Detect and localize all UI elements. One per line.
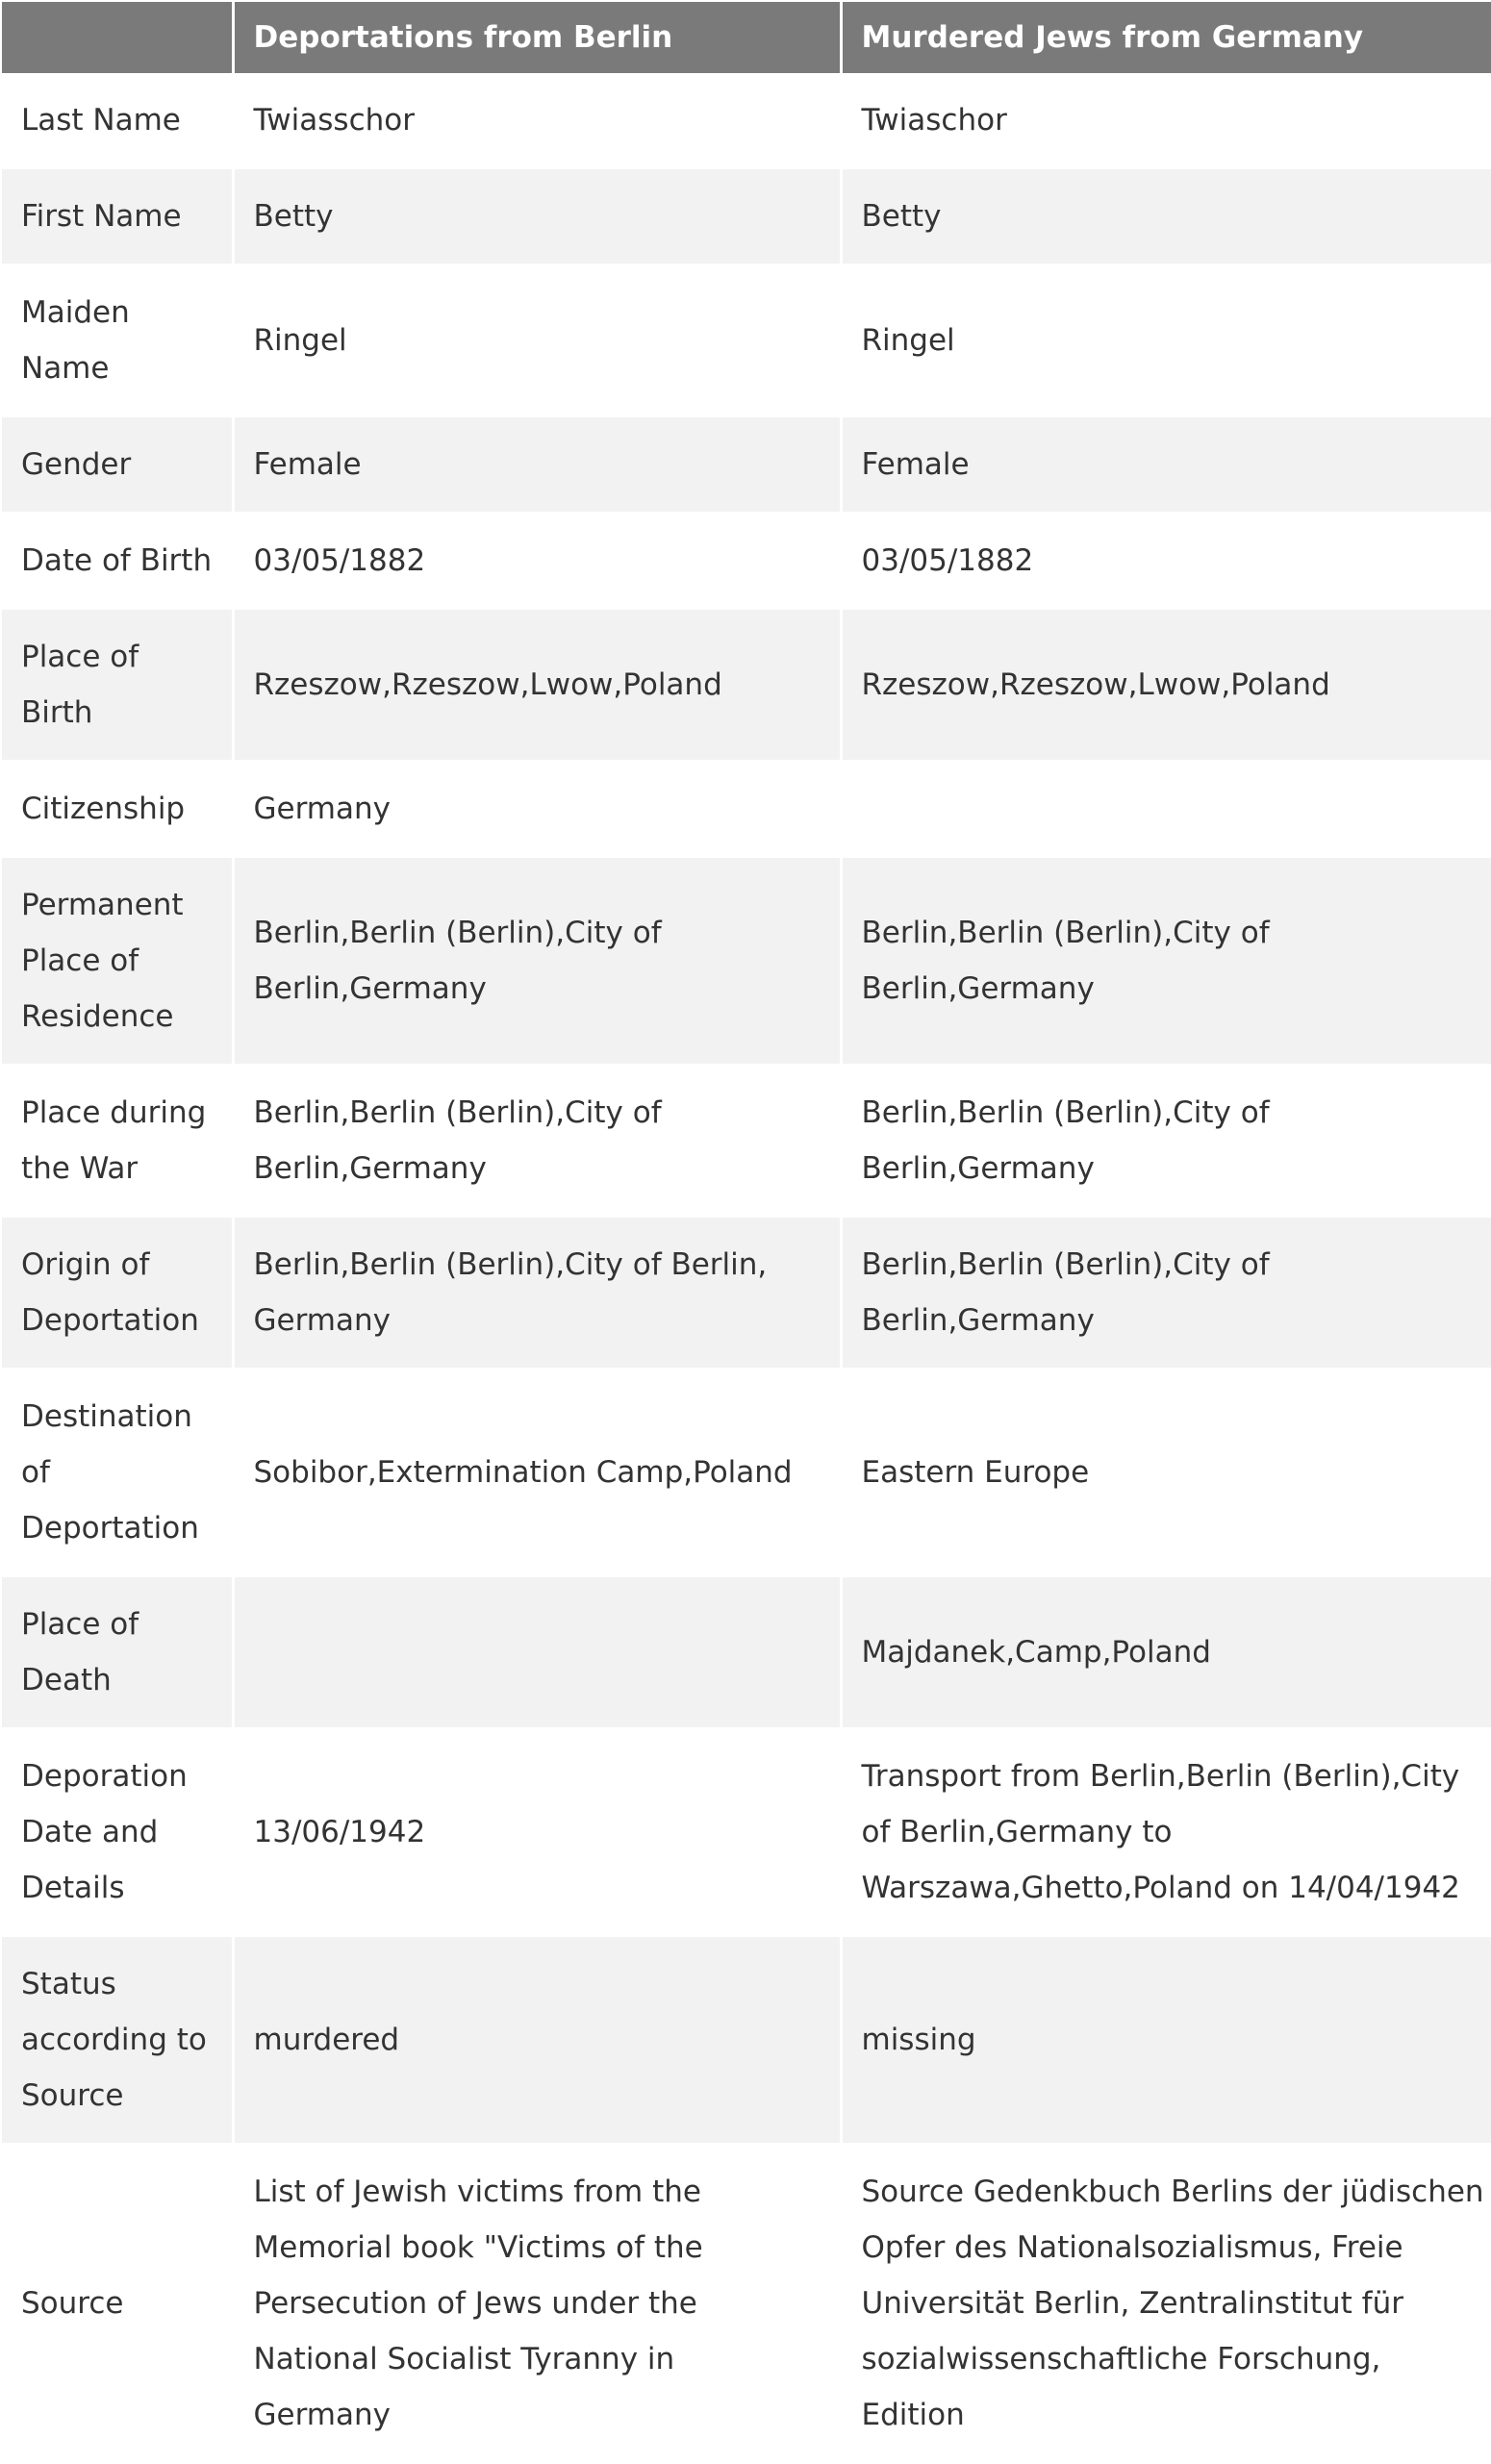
table-row-place-during-the-war <box>2 1065 1491 1217</box>
header-deportations-from-berlin: Deportations from Berlin <box>233 2 841 73</box>
row-label: Origin of Deportation <box>2 1217 233 1369</box>
row-label: First Name <box>2 168 233 264</box>
murdered-jews-value: Twiaschor <box>841 73 1491 168</box>
row-label: Status according to Source <box>2 1936 233 2144</box>
row-label: Place of Birth <box>2 609 233 761</box>
table-row-gender <box>2 416 1491 513</box>
deportations-value: Germany <box>233 761 841 857</box>
murdered-jews-value: missing <box>841 1936 1491 2144</box>
table-row-deportation-date-and-details <box>2 1728 1491 1936</box>
murdered-jews-value: Transport from Berlin,Berlin (Berlin),City of Berlin,Germany to Warszawa,Ghetto,Poland on 14/04/1942 <box>841 1728 1491 1936</box>
table-row-place-of-death <box>2 1576 1491 1728</box>
header-corner-cell <box>2 2 233 73</box>
row-label: Date of Birth <box>2 513 233 609</box>
record-comparison-table <box>2 2 1491 2464</box>
deportations-value: Rzeszow,Rzeszow,Lwow,Poland <box>233 609 841 761</box>
row-label: Destination of Deportation <box>2 1369 233 1576</box>
deportations-value: 13/06/1942 <box>233 1728 841 1936</box>
table-row-maiden-name <box>2 264 1491 416</box>
row-label: Gender <box>2 416 233 513</box>
row-label: Citizenship <box>2 761 233 857</box>
murdered-jews-value: Berlin,Berlin (Berlin),City of Berlin,Germany <box>841 1217 1491 1369</box>
murdered-jews-value: Berlin,Berlin (Berlin),City of Berlin,Germany <box>841 857 1491 1065</box>
murdered-jews-value: Female <box>841 416 1491 513</box>
table-row-last-name <box>2 73 1491 168</box>
deportations-value: List of Jewish victims from the Memorial book "Victims of the Persecution of Jews under the National Socialist Tyranny in Germany <box>233 2144 841 2463</box>
table-row-date-of-birth <box>2 513 1491 609</box>
row-label: Maiden Name <box>2 264 233 416</box>
table-row-destination-of-deportation <box>2 1369 1491 1576</box>
row-label: Deporation Date and Details <box>2 1728 233 1936</box>
deportations-value: 03/05/1882 <box>233 513 841 609</box>
table-row-first-name <box>2 168 1491 264</box>
table-row-citizenship <box>2 761 1491 857</box>
row-label: Permanent Place of Residence <box>2 857 233 1065</box>
murdered-jews-value: Ringel <box>841 264 1491 416</box>
deportations-value: Berlin,Berlin (Berlin),City of Berlin, Germany <box>233 1217 841 1369</box>
deportations-value: Berlin,Berlin (Berlin),City of Berlin,Germany <box>233 857 841 1065</box>
row-label: Place of Death <box>2 1576 233 1728</box>
deportations-value: Female <box>233 416 841 513</box>
row-label: Place during the War <box>2 1065 233 1217</box>
murdered-jews-value: Eastern Europe <box>841 1369 1491 1576</box>
deportations-value: Twiasschor <box>233 73 841 168</box>
table-row-place-of-birth <box>2 609 1491 761</box>
deportations-value <box>233 1576 841 1728</box>
deportations-value: Ringel <box>233 264 841 416</box>
deportations-value: Berlin,Berlin (Berlin),City of Berlin,Germany <box>233 1065 841 1217</box>
deportations-value: murdered <box>233 1936 841 2144</box>
murdered-jews-value: Berlin,Berlin (Berlin),City of Berlin,Germany <box>841 1065 1491 1217</box>
row-label: Last Name <box>2 73 233 168</box>
table-row-origin-of-deportation <box>2 1217 1491 1369</box>
table-header-row <box>2 2 1491 73</box>
murdered-jews-value: Source Gedenkbuch Berlins der jüdischen Opfer des Nationalsozialismus, Freie Universität Berlin, Zentralinstitut für sozialwissenschaftliche Forschung, Edition <box>841 2144 1491 2463</box>
table-row-source <box>2 2144 1491 2463</box>
murdered-jews-value <box>841 761 1491 857</box>
murdered-jews-value: Majdanek,Camp,Poland <box>841 1576 1491 1728</box>
deportations-value: Sobibor,Extermination Camp,Poland <box>233 1369 841 1576</box>
table-row-status-according-to-source <box>2 1936 1491 2144</box>
row-label: Source <box>2 2144 233 2463</box>
murdered-jews-value: Rzeszow,Rzeszow,Lwow,Poland <box>841 609 1491 761</box>
header-murdered-jews-from-germany: Murdered Jews from Germany <box>841 2 1491 73</box>
murdered-jews-value: Betty <box>841 168 1491 264</box>
deportations-value: Betty <box>233 168 841 264</box>
table-row-permanent-place-of-residence <box>2 857 1491 1065</box>
murdered-jews-value: 03/05/1882 <box>841 513 1491 609</box>
